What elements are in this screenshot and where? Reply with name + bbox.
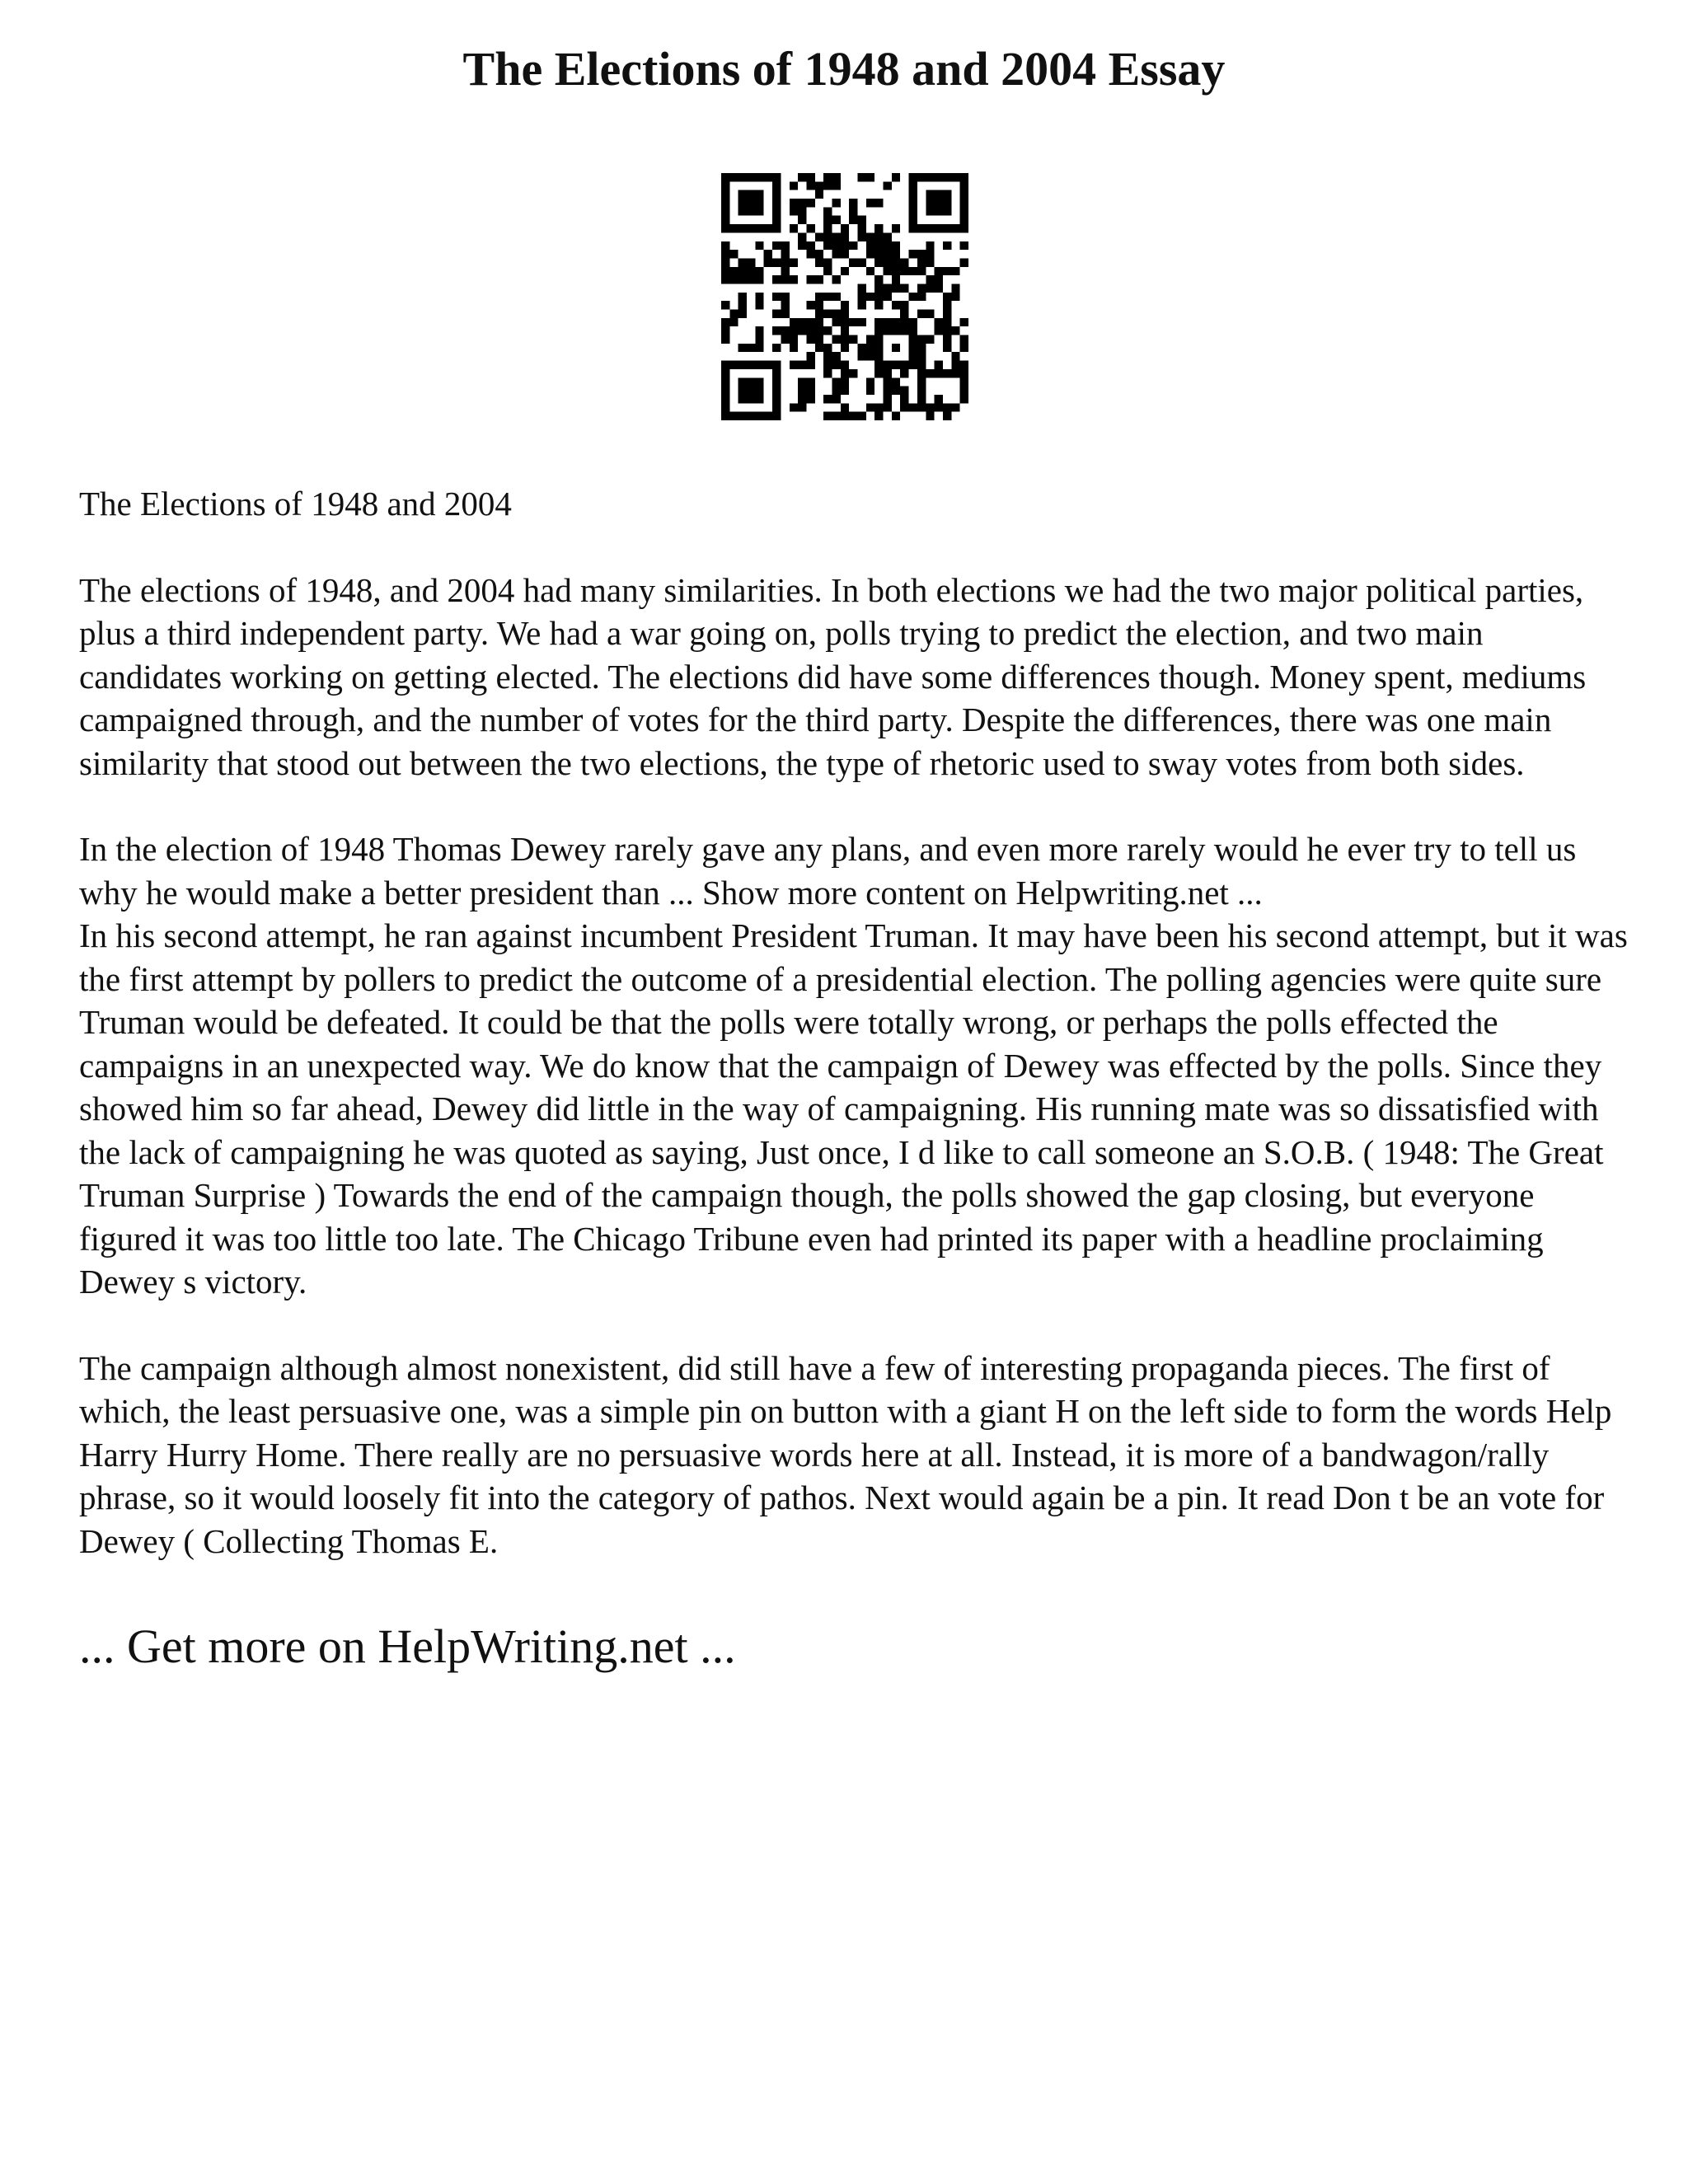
paragraph-dewey: In the election of 1948 Thomas Dewey rarely gave any plans, and even more rarely would he ever try to tell us why he would make a better president than ... Show more content on Helpwriting.net ... [79,830,1577,912]
get-more-link[interactable]: ... Get more on HelpWriting.net ... [79,1619,736,1673]
essay-subtitle: The Elections of 1948 and 2004 [79,485,512,523]
paragraph-intro: The elections of 1948, and 2004 had many similarities. In both elections we had the two major political parties, plus a third independent party. We had a war going on, polls trying to predict the election, and two main candidates working on getting elected. The elections did have some differences though. Money spent, mediums campaigned through, and the number of votes for the third party. Despite the differences, there was one main similarity that stood out between the two elections, the type of rhetoric used to sway votes from both sides. [79,570,1587,782]
page-title: The Elections of 1948 and 2004 Essay [462,42,1226,96]
paragraph-second-attempt: In his second attempt, he ran against incumbent President Truman. It may have been his second attempt, but it was the first attempt by pollers to predict the outcome of a presidential election. The polling agencies were quite sure Truman would be defeated. It could be that the polls were totally wrong, or perhaps the polls effected the campaigns in an unexpected way. We do know that the campaign of Dewey was effected by the polls. Since they showed him so far ahead, Dewey did little in the way of campaigning. His running mate was so dissatisfied with the lack of campaigning he was quoted as saying, Just once, I d like to call someone an S.O.B. ( 1948: The Great Truman Surprise ) Towards the end of the campaign though, the polls showed the gap closing, but everyone figured it was too little too late. The Chicago Tribune even had printed its paper with a headline proclaiming Dewey s victory. [79,916,1628,1301]
essay-body [79,482,1629,1680]
paragraph-propaganda: The campaign although almost nonexistent, did still have a few of interesting propaganda pieces. The first of which, the least persuasive one, was a simple pin on button with a giant H on the left side to form the words Help Harry Hurry Home. There really are no persuasive words here at all. Instead, it is more of a bandwagon/rally phrase, so it would loosely fit into the category of pathos. Next would again be a pin. It read Don t be an vote for Dewey ( Collecting Thomas E. [79,1348,1612,1560]
qr-code-image [721,173,968,420]
qr-code-graphic [721,173,968,420]
